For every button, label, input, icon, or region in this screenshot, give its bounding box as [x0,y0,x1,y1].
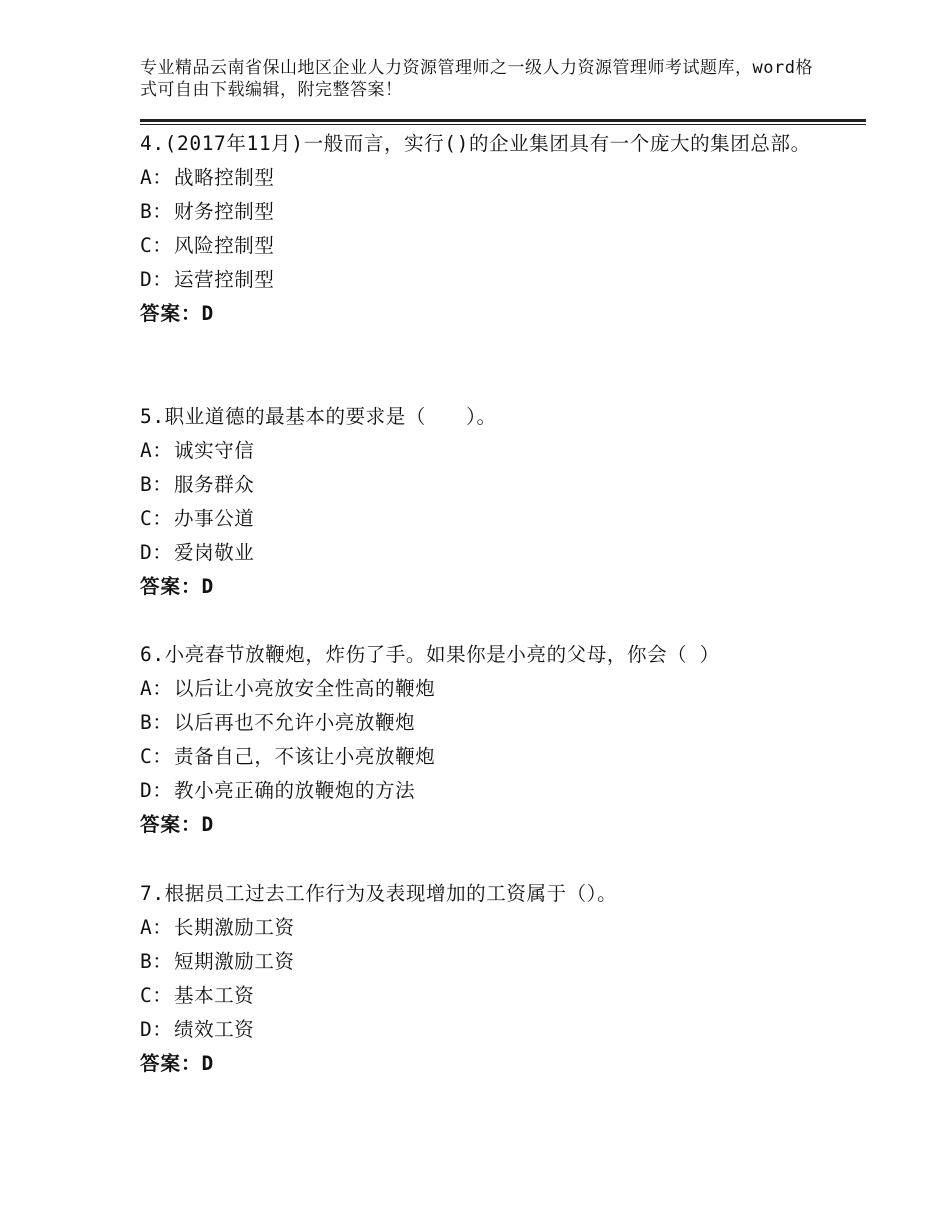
answer-line: 答案：D [140,1052,215,1075]
header-rule-thin [140,124,866,125]
option-text: 责备自己，不该让小亮放鞭炮 [174,745,436,768]
answer-line: 答案：D [140,813,215,836]
question-4 [140,127,830,331]
option-text: 财务控制型 [174,200,275,223]
option-text: 基本工资 [174,984,255,1007]
option-d [140,774,830,808]
option-a [140,672,830,706]
option-text: 教小亮正确的放鞭炮的方法 [174,779,416,802]
option-b [140,468,830,502]
option-c [140,740,830,774]
answer-line: 答案：D [140,302,215,325]
option-c [140,229,830,263]
option-a [140,434,830,468]
option-label: B： [140,711,173,734]
option-b [140,706,830,740]
option-label: D： [140,1018,173,1041]
option-label: B： [140,473,173,496]
option-text: 短期激励工资 [174,950,295,973]
option-c [140,502,830,536]
option-label: D： [140,779,173,802]
option-text: 办事公道 [174,507,255,530]
option-text: 运营控制型 [174,268,275,291]
option-label: A： [140,916,173,939]
option-text: 战略控制型 [174,166,275,189]
option-text: 服务群众 [174,473,255,496]
option-a [140,161,830,195]
question-stem: 6.小亮春节放鞭炮，炸伤了手。如果你是小亮的父母，你会（ ） [140,643,720,666]
option-label: A： [140,677,173,700]
option-c [140,979,830,1013]
option-label: B： [140,200,173,223]
option-a [140,911,830,945]
header-rule-thick [140,119,866,122]
option-label: A： [140,439,173,462]
answer-line: 答案：D [140,575,215,598]
option-d [140,1013,830,1047]
option-text: 以后让小亮放安全性高的鞭炮 [174,677,436,700]
question-7 [140,877,830,1081]
option-text: 风险控制型 [174,234,275,257]
option-label: B： [140,950,173,973]
question-stem: 5.职业道德的最基本的要求是（ ）。 [140,405,497,428]
question-stem: 7.根据员工过去工作行为及表现增加的工资属于（）。 [140,882,618,905]
question-5 [140,400,830,604]
option-label: C： [140,507,173,530]
document-header: 专业精品云南省保山地区企业人力资源管理师之一级人力资源管理师考试题库，word格式可自由下载编辑，附完整答案！ [140,58,813,100]
option-d [140,263,830,297]
option-text: 长期激励工资 [174,916,295,939]
option-label: D： [140,268,173,291]
option-text: 以后再也不允许小亮放鞭炮 [174,711,416,734]
option-label: A： [140,166,173,189]
option-b [140,945,830,979]
option-text: 绩效工资 [174,1018,255,1041]
option-b [140,195,830,229]
option-label: C： [140,984,173,1007]
option-text: 诚实守信 [174,439,255,462]
question-stem: 4.(2017年11月)一般而言，实行()的企业集团具有一个庞大的集团总部。 [140,132,811,155]
option-text: 爱岗敬业 [174,541,255,564]
question-6 [140,638,830,842]
option-label: D： [140,541,173,564]
option-label: C： [140,745,173,768]
option-label: C： [140,234,173,257]
option-d [140,536,830,570]
